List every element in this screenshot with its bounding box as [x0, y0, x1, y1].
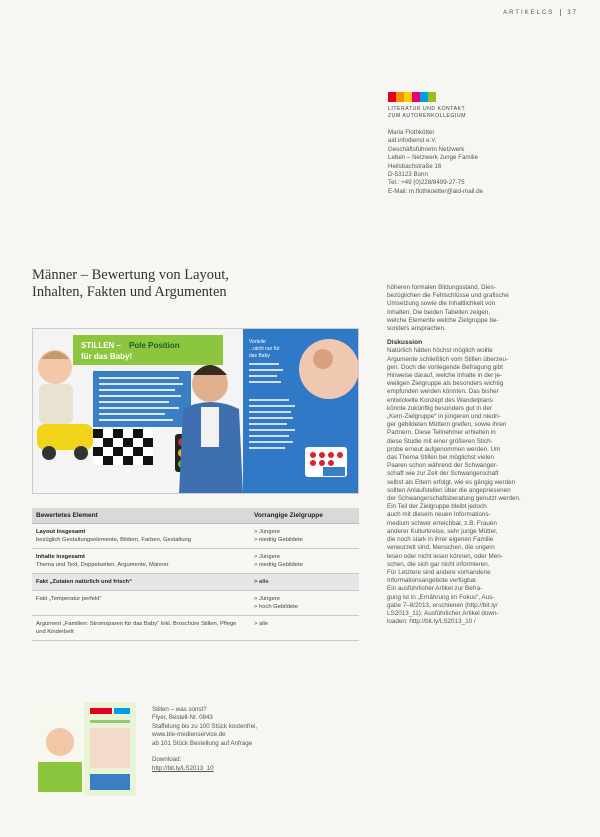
text-line: LS2013_11). Ausführlicher Artikel down- — [387, 609, 499, 617]
header-separator — [560, 9, 561, 16]
flyer-spread-illustration — [33, 329, 359, 494]
text-line: schen, die sich gar nicht informieren. — [387, 560, 490, 568]
text-line: lesen oder nicht lesen können, oder Men- — [387, 552, 503, 560]
table-cell-target — [250, 524, 359, 548]
ad-headline-part1: STILLEN – — [81, 341, 122, 350]
target-group: > niedrig Gebildete — [254, 537, 303, 543]
flyer-caption — [152, 706, 352, 773]
table-cell-element — [32, 524, 250, 548]
contact-block — [388, 106, 578, 196]
text-line: diese Studie mit einer größeren Stich- — [387, 437, 493, 445]
contact-name: Maria Flothkötter — [388, 129, 435, 136]
contact-network: Leben – Netzwerk Junge Familie — [388, 154, 479, 162]
evaluation-table — [32, 508, 359, 641]
color-swatch — [404, 92, 412, 102]
article-title-line: Männer – Bewertung von Layout, — [32, 267, 229, 283]
table-row — [32, 616, 359, 641]
text-line: gung ist in „Ernährung im Fokus“, Aus- — [387, 593, 495, 601]
text-line: bezüglichen die Fehlschlüsse und grafische — [387, 292, 509, 300]
table-header-element: Bewertetes Element — [36, 512, 98, 519]
element-title: Fakt „Zutaten natürlich und frisch“ — [36, 579, 132, 585]
color-swatch — [396, 92, 404, 102]
text-line: Argumente schließlich vom Stillen überzeu- — [387, 355, 509, 363]
flyer-order-number: Flyer, Bestell-Nr. 0843 — [152, 714, 213, 722]
table-cell-element — [32, 549, 250, 573]
flyer-staffelung: Staffelung bis zu 100 Stück kostenfrei, — [152, 722, 258, 730]
flyer-download-label: Download: — [152, 756, 182, 764]
text-line: Ein Teil der Zielgruppe bleibt jedoch — [387, 503, 487, 511]
text-line: ger gebildeten Müttern greifen, sowie ihren — [387, 421, 507, 429]
text-line: die noch stark in ihrer eigenen Familie — [387, 536, 494, 544]
target-group: > alle — [254, 579, 269, 585]
page-number: 37 — [567, 10, 578, 17]
text-line: welche Elemente welche Zielgruppe be- — [387, 316, 499, 324]
contact-heading-line: ZUM AUTORENKOLLEGIUM — [388, 113, 466, 119]
element-title: Inhalte insgesamt — [36, 554, 85, 560]
target-group: > Jüngere — [254, 554, 280, 560]
text-line: anderer Kulturkreise, sehr junge Mütter, — [387, 527, 498, 535]
text-line: Natürlich hätten höchst möglich wollte — [387, 347, 493, 355]
text-line: Hinweise darauf, welche Inhalte in der je- — [387, 372, 503, 380]
element-title: Layout insgesamt — [36, 529, 86, 535]
flyer-url[interactable]: www.ble-medienservice.de — [152, 731, 226, 739]
table-row — [32, 524, 359, 549]
color-swatch — [388, 92, 396, 102]
ad-side-title-line2: ...nicht nur für — [249, 346, 280, 352]
brand-color-bar — [388, 92, 436, 102]
section-label: ARTIKELCS — [503, 10, 555, 17]
target-group: > hoch Gebildete — [254, 604, 298, 610]
contact-heading — [388, 106, 578, 120]
flyer-spread-image — [32, 328, 359, 494]
ad-headline-part2: Pole Position — [129, 341, 180, 350]
table-body — [32, 524, 359, 641]
table-cell-target — [250, 616, 359, 640]
article-body-column — [387, 284, 577, 626]
table-row — [32, 591, 359, 616]
text-line: Inhalten. Die beiden Tabellen zeigen, — [387, 308, 491, 316]
text-line: loaden: http://bit.ly/LS2013_10 / — [387, 618, 476, 626]
target-group: > Jüngere — [254, 529, 280, 535]
table-cell-element — [32, 591, 250, 615]
contact-phone: Tel.: +49 (0)228/8499-27-75 — [388, 179, 465, 187]
text-line: entwickelte Konzept des Wandelplans — [387, 396, 493, 404]
ad-headline-line2: für das Baby! — [81, 352, 133, 361]
element-detail: Thema und Text, Doppelseiten, Argumente, Männer — [36, 562, 169, 568]
color-swatch — [420, 92, 428, 102]
target-group: > niedrig Gebildete — [254, 562, 303, 568]
element-detail: Fakt „Temperatur perfekt“ — [36, 596, 102, 602]
text-line: Informationsangebote verfügbar. — [387, 577, 478, 585]
text-line: „Kern-Zielgruppe“ in jüngeren und niedri- — [387, 413, 501, 421]
flyer-thumbnail-image — [32, 702, 136, 796]
contact-email[interactable]: E-Mail: m.flothkoetter@aid-mail.de — [388, 187, 483, 195]
text-line: verwurzelt sind, Menschen, die ungern — [387, 544, 495, 552]
table-cell-target — [250, 574, 359, 590]
text-line: weiligen Zielgruppe als besonders wichtig — [387, 380, 504, 388]
text-line: sonders ansprachen. — [387, 325, 446, 333]
target-group: > alle — [254, 621, 269, 627]
text-line: höheren formalen Bildungsstand. Dies- — [387, 284, 496, 291]
text-line: könnte zukünftig besonders gut in der — [387, 404, 493, 412]
contact-heading-line: LITERATUR UND KONTAKT — [388, 106, 466, 112]
discussion-heading: Diskussion — [387, 339, 423, 347]
text-line: empfunden werden könnten. Das bisher — [387, 388, 499, 396]
contact-street: Heilsbachstraße 16 — [388, 162, 442, 170]
target-group: > Jüngere — [254, 596, 280, 602]
table-header-row — [32, 508, 359, 524]
discussion-paragraph — [387, 347, 577, 626]
text-line: der Schwangerschaftsberatung genutzt werden. — [387, 495, 521, 503]
element-detail: bezüglich Gestaltungselemente, Bildern, Farben, Gestaltung — [36, 537, 191, 543]
table-cell-element — [32, 574, 250, 590]
text-line: Für Letztere sind andere vorhandene — [387, 568, 491, 576]
article-title-line: Inhalten, Fakten und Argumenten — [32, 284, 227, 300]
table-cell-target — [250, 591, 359, 615]
text-line: das Thema Stillen bei möglichst vielen — [387, 454, 494, 462]
table-row — [32, 549, 359, 574]
article-title — [32, 267, 292, 301]
text-line: sollten Anlaufstellen über die angepriesenen — [387, 486, 511, 494]
table-cell-element — [32, 616, 250, 640]
color-swatch — [412, 92, 420, 102]
ad-side-title-line3: das Baby — [249, 353, 270, 359]
text-line: Paaren schon während der Schwanger- — [387, 462, 498, 470]
text-line: Ein ausführlicher Artikel zur Befra- — [387, 585, 483, 593]
intro-paragraph — [387, 284, 577, 333]
table-header-target: Vorrangige Zielgruppe — [254, 512, 323, 519]
flyer-title: Stillen – was sonst? — [152, 706, 207, 713]
text-line: selbst als Eltern erfolgt, wie es gängig werden — [387, 478, 516, 486]
text-line: gen. Doch die vorliegende Befragung gibt — [387, 363, 503, 371]
contact-org: aid infodienst e.V. — [388, 137, 437, 145]
text-line: Umsetzung sowie die Inhaltlichkeit von — [387, 300, 496, 308]
running-head — [503, 9, 578, 16]
flyer-order-note: ab 101 Stück Bestellung auf Anfrage — [152, 739, 253, 747]
contact-city: D-53123 Bonn — [388, 171, 428, 179]
table-row — [32, 574, 359, 591]
text-line: gabe 7–8/2013, erschienen (http://bit.ly/ — [387, 601, 498, 609]
flyer-download-link[interactable]: http://bit.ly/LS2013_10 — [152, 764, 214, 772]
contact-role: Geschäftsführerin Netzwerk — [388, 145, 465, 153]
element-detail: Argument „Familien: Stromsparen für das Baby“ Inkl. Broschüre Stillen, Pflege und Kinderbett — [36, 621, 237, 635]
flyer-spacer — [152, 748, 352, 756]
ad-side-title-line1: Vorteile — [249, 339, 266, 345]
text-line: probe erneut aufgenommen werden. Um — [387, 445, 501, 453]
text-line: medium schwer erreichbar, z.B. Frauen — [387, 519, 497, 527]
table-cell-target — [250, 549, 359, 573]
flyer-thumbnail — [32, 702, 136, 796]
contact-address — [388, 129, 578, 196]
text-line: Partnern. Diese Teilnehmer erhielten in — [387, 429, 496, 437]
text-line: schaft wie zur Zeit der Schwangerschaft — [387, 470, 499, 478]
text-line: auch mit diesem neuen Informations- — [387, 511, 491, 519]
color-swatch — [428, 92, 436, 102]
